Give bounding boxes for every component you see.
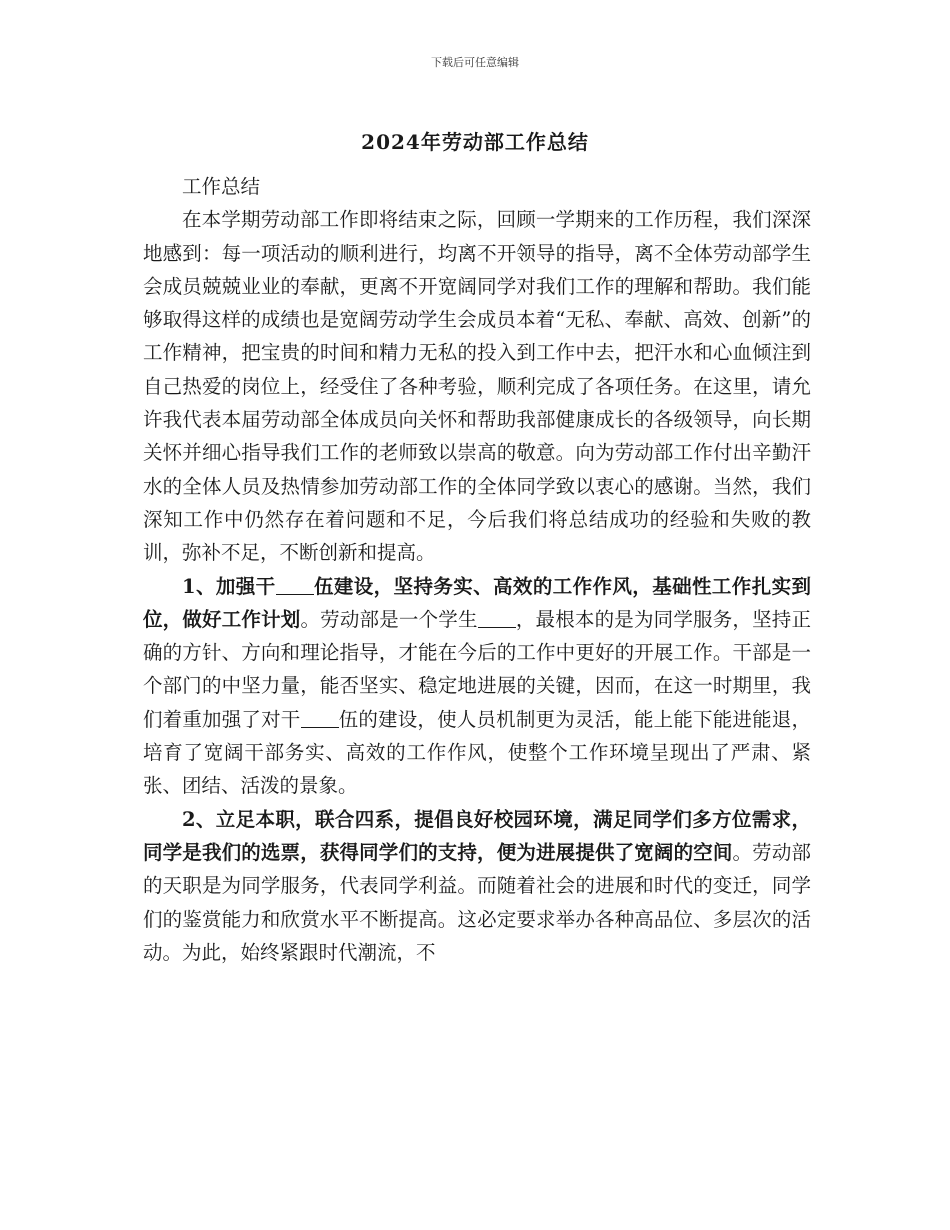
document-body [143, 170, 811, 969]
point-2-paragraph [143, 803, 811, 969]
intro-paragraph: 在本学期劳动部工作即将结束之际，回顾一学期来的工作历程，我们深深地感到：每一项活动的顺利进行，均离不开领导的指导，离不全体劳动部学生会成员兢兢业业的奉献，更离不开宽阔同学对我们工作的理解和帮助。我们能够取得这样的成绩也是宽阔劳动学生会成员本着“无私、奉献、高效、创新”的工作精神，把宝贵的时间和精力无私的投入到工作中去，把汗水和心血倾注到自己热爱的岗位上，经受住了各种考验，顺利完成了各项任务。在这里，请允许我代表本届劳动部全体成员向关怀和帮助我部健康成长的各级领导，向长期关怀并细心指导我们工作的老师致以崇高的敬意。向为劳动部工作付出辛勤汗水的全体人员及热情参加劳动部工作的全体同学致以衷心的感谢。当然，我们深知工作中仍然存在着问题和不足，今后我们将总结成功的经验和失败的教训，弥补不足，不断创新和提高。 [143, 208, 811, 565]
point-1-text-c: 伍的建设，使人员机制更为灵活，能上能下能进能退，培育了宽阔干部务实、高效的工作作风，使整个工作环境呈现出了严肃、紧张、团结、活泼的景象。 [143, 707, 811, 798]
point-2-heading: 2、立足本职，联合四系，提倡良好校园环境，满足同学们多方位需求，同学是我们的选票，获得同学们的支持，便为进展提供了宽阔的空间 [143, 807, 811, 864]
header-note: 下载后可任意编辑 [431, 56, 519, 69]
blank-line [276, 574, 314, 595]
point-1-text-b: ，最根本的是为同学服务，坚持正确的方针、方向和理论指导，才能在今后的工作中更好的开展工作。干部是一个部门的中坚力量，能否坚实、稳定地进展的关键，因而，在这一时期里，我们着重加强了对干 [143, 607, 811, 731]
blank-line [478, 607, 516, 628]
point-1-paragraph [143, 570, 811, 803]
section-label: 工作总结 [182, 175, 261, 198]
point-2-text: 。劳动部的天职是为同学服务，代表同学利益。而随着社会的进展和时代的变迁，同学们的鉴赏能力和欣赏水平不断提高。这必定要求举办各种高品位、多层次的活动。为此，始终紧跟时代潮流，不 [143, 840, 811, 964]
point-1-text-a: 。劳动部是一个学生 [300, 607, 478, 631]
point-1-heading-b: 伍建设，坚持务实、高效的工作作风，基础性工作扎实到位，做好工作计划 [143, 574, 811, 631]
blank-line [301, 707, 339, 728]
document-title: 2024年劳动部工作总结 [361, 130, 589, 154]
point-1-heading-a: 1、加强干 [182, 574, 276, 598]
